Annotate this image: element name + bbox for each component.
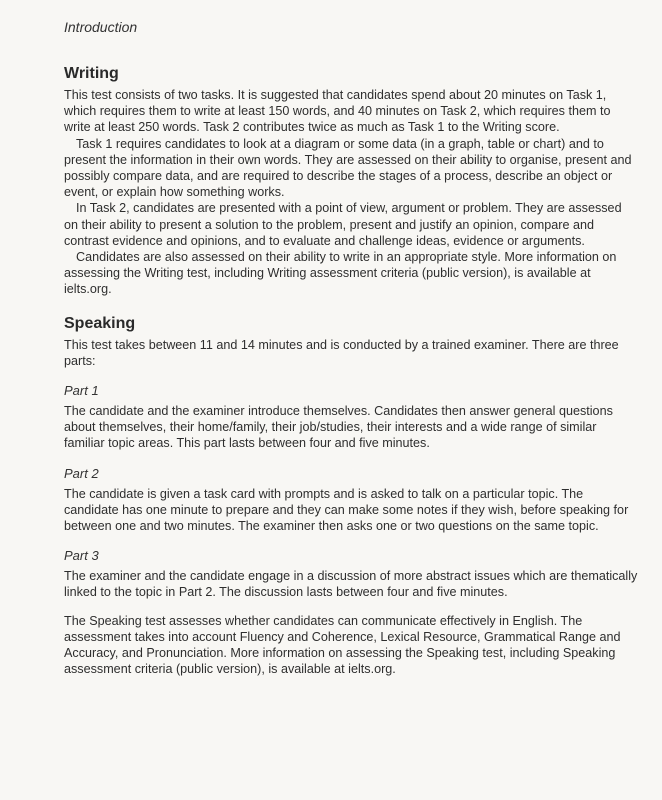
part-2-text: The candidate is given a task card with prompts and is asked to talk on a particular topic. The candidate has one minute to prepare and they can make some notes if they wish, before speaking for between one and two minutes. The examiner then asks one or two questions on the same topic. bbox=[64, 486, 629, 534]
writing-paragraph-1: This test consists of two tasks. It is suggested that candidates spend about 20 minutes on Task 1, which requires them to write at least 150 words, and 40 minutes on Task 2, which requires them to write at least 250 words. Task 2 contributes twice as much as Task 1 to the Writing score. bbox=[64, 88, 611, 135]
part-3-text: The examiner and the candidate engage in a discussion of more abstract issues which are thematically linked to the topic in Part 2. The discussion lasts between four and five minutes. bbox=[64, 569, 638, 600]
writing-paragraph-4: Candidates are also assessed on their ability to write in an appropriate style. More information on assessing the Writing test, including Writing assessment criteria (public version), is available at ielts.org. bbox=[64, 250, 617, 297]
part-3-title: Part 3 bbox=[64, 548, 99, 564]
writing-heading: Writing bbox=[64, 65, 119, 82]
part-1-title: Part 1 bbox=[64, 383, 99, 399]
part-1-text: The candidate and the examiner introduce themselves. Candidates then answer general questions about themselves, their home/family, their job/studies, their interests and a wide range of similar familiar topic areas. This part lasts between four and five minutes. bbox=[64, 404, 613, 451]
writing-paragraph-3: In Task 2, candidates are presented with a point of view, argument or problem. They are assessed on their ability to present a solution to the problem, present and justify an opinion, compare and contrast evidence and opinions, and to evaluate and challenge ideas, evidence or arguments. bbox=[64, 201, 622, 248]
speaking-intro: This test takes between 11 and 14 minutes and is conducted by a trained examiner. There are three parts: bbox=[64, 337, 619, 368]
writing-section bbox=[64, 64, 638, 298]
running-head: Introduction bbox=[64, 19, 138, 35]
speaking-heading: Speaking bbox=[64, 314, 136, 332]
speaking-section bbox=[64, 314, 638, 678]
writing-paragraph-2: Task 1 requires candidates to look at a diagram or some data (in a graph, table or chart) and to present the information in their own words. They are assessed on their ability to organise, present and possibly compare data, and are required to describe the stages of a process, describe an object or event, or explain how something works. bbox=[64, 136, 632, 200]
part-2-title: Part 2 bbox=[64, 465, 99, 481]
speaking-closing: The Speaking test assesses whether candidates can communicate effectively in English. The assessment takes into account Fluency and Coherence, Lexical Resource, Grammatical Range and Accuracy, and Pronunciation. More information on assessing the Speaking test, including Speaking assessment criteria (public version), is available at ielts.org. bbox=[64, 613, 621, 677]
